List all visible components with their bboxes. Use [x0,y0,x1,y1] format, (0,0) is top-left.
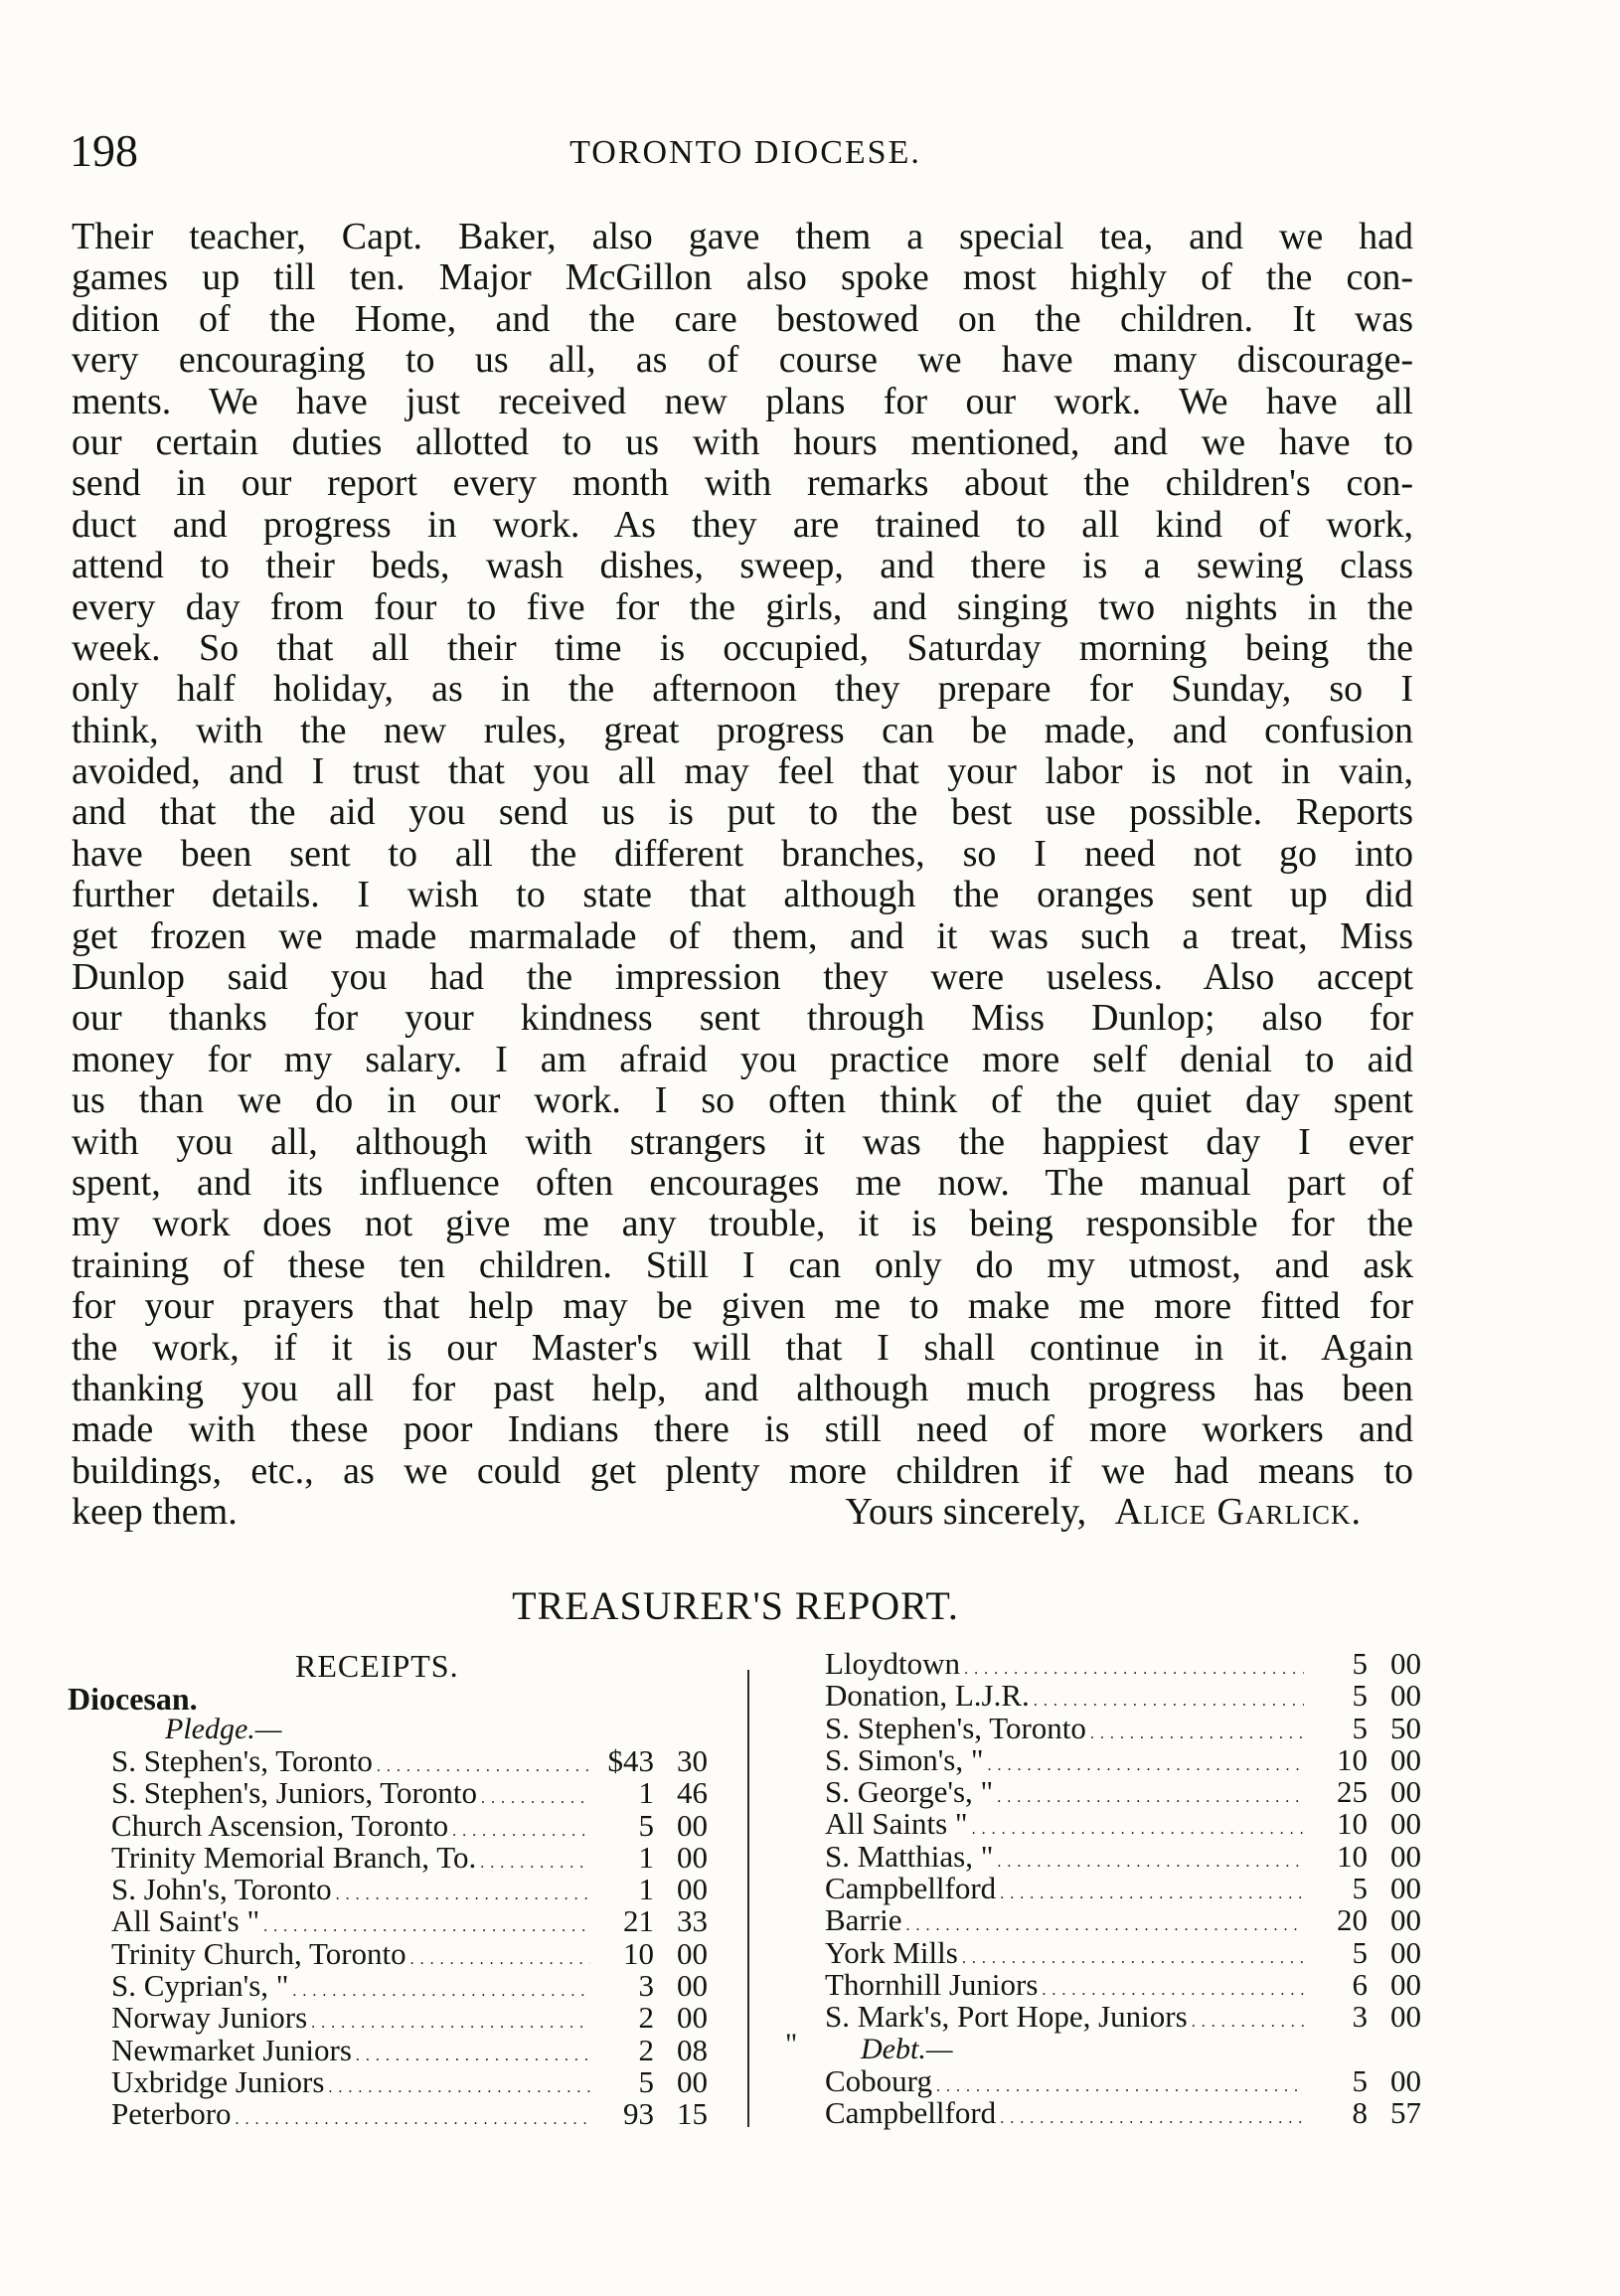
letter-line: training of these ten children. Still I can only do my utmost, and ask [72,1243,1413,1286]
ledger-cents: 08 [677,2032,708,2067]
letter-line: games up till ten. Major McGillon also spoke most highly of the con- [72,256,1413,299]
ledger-amount [1308,1873,1421,1904]
ledger-label: S. Simon's, " [825,1741,984,1777]
letter-line: duct and progress in work. As they are trained to all kind of work, [72,503,1413,546]
ledger-amount [1308,2062,1421,2098]
ledger-amount [1308,1710,1421,1745]
ledger-dollars: 5 [1352,1871,1368,1906]
ledger-label: Campbellford [825,1871,997,1906]
ledger-amount [594,1807,708,1843]
ledger-row [111,1970,708,2002]
ledger-dollars: 1 [638,1775,654,1811]
ledger-row [825,1776,1421,1808]
column-divider [747,1670,749,2127]
ledger-row [111,1807,708,1843]
ledger-label: Cobourg [825,2062,932,2098]
ledger-amount [594,1970,708,2002]
ledger-cents: 00 [1390,1902,1421,1938]
ledger-row [111,1839,708,1875]
ledger-dollars: 93 [623,2096,654,2132]
ledger-row [825,1873,1421,1904]
ledger-row [111,1935,708,1971]
ledger-cents: 00 [1390,1646,1421,1681]
ditto-mark: " [785,2028,798,2060]
letter-line: the work, if it is our Master's will that I shall continue in it. Again [72,1326,1413,1369]
ledger-label: S. John's, Toronto [111,1872,332,1907]
letter-line: only half holiday, as in the afternoon they prepare for Sunday, so I [72,668,1413,711]
receipts-right-column [825,1648,1421,2129]
ledger-amount [594,2063,708,2099]
letter-line: very encouraging to us all, as of course we have many discourage- [72,339,1413,382]
letter-line: dition of the Home, and the care bestowed on the children. It was [72,297,1413,340]
letter-line: our thanks for your kindness sent through Miss Dunlop; also for [72,997,1413,1040]
ledger-label: All Saints " [825,1806,968,1842]
ledger-dollars: 3 [1352,1999,1368,2035]
ledger-label: S. Cyprian's, " [111,1968,289,2004]
ledger-label: Campbellford [825,2094,997,2130]
ledger-cents: 00 [1390,1871,1421,1906]
letter-line: avoided, and I trust that you all may feel that your labor is not in vain, [72,750,1413,793]
ledger-row [111,2002,708,2034]
letter-line: for your prayers that help may be given me to make me more fitted for [72,1285,1413,1328]
letter-body [72,217,1413,1534]
ledger-dollars: 21 [623,1903,654,1939]
right-rows [825,1648,1421,2034]
ledger-label: Newmarket Juniors [111,2032,352,2067]
ledger-cents: 00 [1390,1934,1421,1970]
ledger-row [111,1874,708,1905]
debt-label: Debt.— [861,2032,953,2065]
ledger-amount [1308,1776,1421,1808]
ledger-label: Trinity Memorial Branch, To. [111,1839,477,1875]
ledger-cents: 00 [677,1839,708,1875]
ledger-label: S. Stephen's, Toronto [111,1743,373,1778]
letter-line: spent, and its influence often encourages me now. The manual part of [72,1161,1413,1204]
ledger-cents: 00 [1390,1741,1421,1777]
dot-leader [236,2098,590,2136]
ledger-dollars: 1 [638,1872,654,1907]
letter-line: attend to their beds, wash dishes, sweep, and there is a sewing class [72,545,1413,587]
ledger-amount [1308,1934,1421,1970]
ledger-label: S. Stephen's, Juniors, Toronto [111,1775,477,1811]
ledger-row [111,2098,708,2130]
ledger-row [825,1966,1421,2002]
letter-line: Dunlop said you had the impression they were useless. Also accept [72,956,1413,999]
ledger-amount [594,1905,708,1937]
ledger-label: Thornhill Juniors [825,1966,1039,2002]
ledger-amount [594,1874,708,1905]
ledger-cents: 30 [677,1743,708,1778]
ledger-amount [594,1745,708,1777]
ledger-amount [1308,1966,1421,2002]
ledger-cents: 00 [1390,1966,1421,2002]
letter-closing: Yours sincerely, [845,1491,1087,1534]
ledger-dollars: 10 [1337,1806,1368,1842]
letter-signoff [845,1492,1413,1533]
right-debt-rows [825,2062,1421,2130]
ledger-cents: 00 [677,1935,708,1971]
ledger-label: York Mills [825,1934,958,1970]
letter-line: ments. We have just received new plans for our work. We have all [72,380,1413,422]
ledger-label: Peterboro [111,2096,232,2132]
ledger-label: Trinity Church, Toronto [111,1935,406,1971]
ledger-cents: 00 [677,1968,708,2004]
letter-line: money for my salary. I am afraid you practice more self denial to aid [72,1038,1413,1080]
ledger-amount [1308,1904,1421,1936]
letter-closing-line [72,1492,1413,1533]
ledger-label: Norway Juniors [111,2000,308,2036]
ledger-row [111,2032,708,2067]
ledger-amount [594,2032,708,2067]
ledger-cents: 00 [677,1807,708,1843]
ledger-label: Barrie [825,1902,902,1938]
letter-lines [72,217,1413,1492]
letter-line: Their teacher, Capt. Baker, also gave them a special tea, and we had [72,216,1413,257]
ledger-row [111,1777,708,1809]
ledger-cents: 00 [677,2063,708,2099]
ledger-row [111,1905,708,1937]
ledger-label: S. George's, " [825,1774,994,1810]
letter-line: made with these poor Indians there is still need of more workers and [72,1408,1413,1451]
ledger-cents: 33 [677,1903,708,1939]
ledger-amount [1308,1838,1421,1874]
ledger-label: Lloydtown [825,1646,961,1681]
ledger-cents: 15 [677,2096,708,2132]
ledger-dollars: 10 [623,1935,654,1971]
letter-signature: Alice Garlick. [1114,1491,1362,1534]
ledger-row [825,1741,1421,1777]
ledger-amount [594,1777,708,1809]
ledger-amount [1308,2001,1421,2033]
ledger-cents: 00 [1390,1678,1421,1714]
ledger-row [825,1904,1421,1936]
ledger-row [825,1934,1421,1970]
letter-line: think, with the new rules, great progress can be made, and confusion [72,709,1413,751]
letter-line: every day from four to five for the girls, and singing two nights in the [72,585,1413,628]
ledger-dollars: 5 [1352,1710,1368,1745]
ledger-amount [594,1935,708,1971]
ledger-amount [1308,1741,1421,1777]
ledger-dollars: 5 [638,2063,654,2099]
receipts-heading: RECEIPTS. [295,1648,459,1684]
ledger-cents: 00 [1390,2062,1421,2098]
ledger-row [825,1648,1421,1680]
receipts-left-column [68,1648,708,2132]
ledger-dollars: 5 [1352,2062,1368,2098]
ledger-cents: 00 [677,1872,708,1907]
letter-line: my work does not give me any trouble, it is being responsible for the [72,1203,1413,1245]
ledger-amount [1308,2094,1421,2130]
ledger-label: S. Matthias, " [825,1838,994,1874]
report-title: TREASURER'S REPORT. [512,1583,959,1628]
letter-line: have been sent to all the different branches, so I need not go into [72,832,1413,875]
letter-line: send in our report every month with remarks about the children's con- [72,462,1413,505]
ledger-dollars: 5 [1352,1646,1368,1681]
ledger-dollars: 5 [638,1807,654,1843]
ledger-cents: 57 [1390,2094,1421,2130]
ledger-cents: 00 [1390,1774,1421,1810]
letter-line: further details. I wish to state that although the oranges sent up did [72,874,1413,916]
ledger-dollars: 25 [1337,1774,1368,1810]
letter-line: our certain duties allotted to us with hours mentioned, and we have to [72,420,1413,463]
ledger-dollars: 10 [1337,1838,1368,1874]
ledger-amount [594,1839,708,1875]
ledger-cents: 00 [1390,1806,1421,1842]
ledger-label: Church Ascension, Toronto [111,1807,449,1843]
ledger-dollars: 2 [638,2032,654,2067]
ledger-dollars: 5 [1352,1678,1368,1714]
ledger-cents: 00 [1390,1999,1421,2035]
ledger-cents: 00 [1390,1838,1421,1874]
ledger-amount [594,2098,708,2130]
letter-line: us than we do in our work. I so often think of the quiet day spent [72,1079,1413,1122]
ledger-dollars: 10 [1337,1741,1368,1777]
ledger-dollars: 1 [638,1839,654,1875]
left-rows [111,1745,708,2131]
running-head: TORONTO DIOCESE. [569,134,921,171]
section-title: Diocesan. [68,1681,198,1717]
page-header [70,124,1421,184]
ledger-dollars: 3 [638,1968,654,2004]
letter-line: and that the aid you send us is put to the best use possible. Reports [72,791,1413,834]
ledger-row [825,1680,1421,1712]
ledger-row [111,1745,708,1777]
pledge-label: Pledge.— [165,1713,282,1745]
dot-leader [1192,2001,1304,2039]
letter-line: with you all, although with strangers it was the happiest day I ever [72,1120,1413,1163]
ledger-amount [1308,1680,1421,1712]
letter-last-line: keep them. [72,1491,238,1534]
ledger-label: All Saint's " [111,1903,260,1939]
letter-line: week. So that all their time is occupied, Saturday morning being the [72,626,1413,669]
ledger-row [825,1710,1421,1745]
ledger-row [825,2094,1421,2130]
ledger-row [825,2001,1421,2033]
dot-leader [1000,2097,1304,2135]
ledger-dollars: 8 [1352,2094,1368,2130]
ledger-dollars: 6 [1352,1966,1368,2002]
ledger-row [825,2062,1421,2098]
ledger-label: S. Stephen's, Toronto [825,1710,1086,1745]
page-number: 198 [70,125,138,176]
ledger-row [825,1838,1421,1874]
ledger-cents: 46 [677,1775,708,1811]
ledger-dollars: 5 [1352,1934,1368,1970]
ledger-cents: 50 [1390,1710,1421,1745]
ledger-dollars: $43 [607,1743,654,1778]
ledger-label: Uxbridge Juniors [111,2063,325,2099]
ledger-amount [594,2002,708,2034]
ledger-label: Donation, L.J.R. [825,1678,1030,1714]
letter-line: buildings, etc., as we could get plenty more children if we had means to [72,1449,1413,1492]
ledger-cents: 00 [677,2000,708,2036]
ledger-amount [1308,1808,1421,1840]
ledger-row [111,2063,708,2099]
ledger-dollars: 2 [638,2000,654,2036]
ledger-amount [1308,1648,1421,1680]
ledger-row [825,1808,1421,1840]
letter-line: get frozen we made marmalade of them, and it was such a treat, Miss [72,914,1413,957]
ledger-label: S. Mark's, Port Hope, Juniors [825,1999,1188,2035]
letter-line: thanking you all for past help, and although much progress has been [72,1367,1413,1409]
ledger-dollars: 20 [1337,1902,1368,1938]
